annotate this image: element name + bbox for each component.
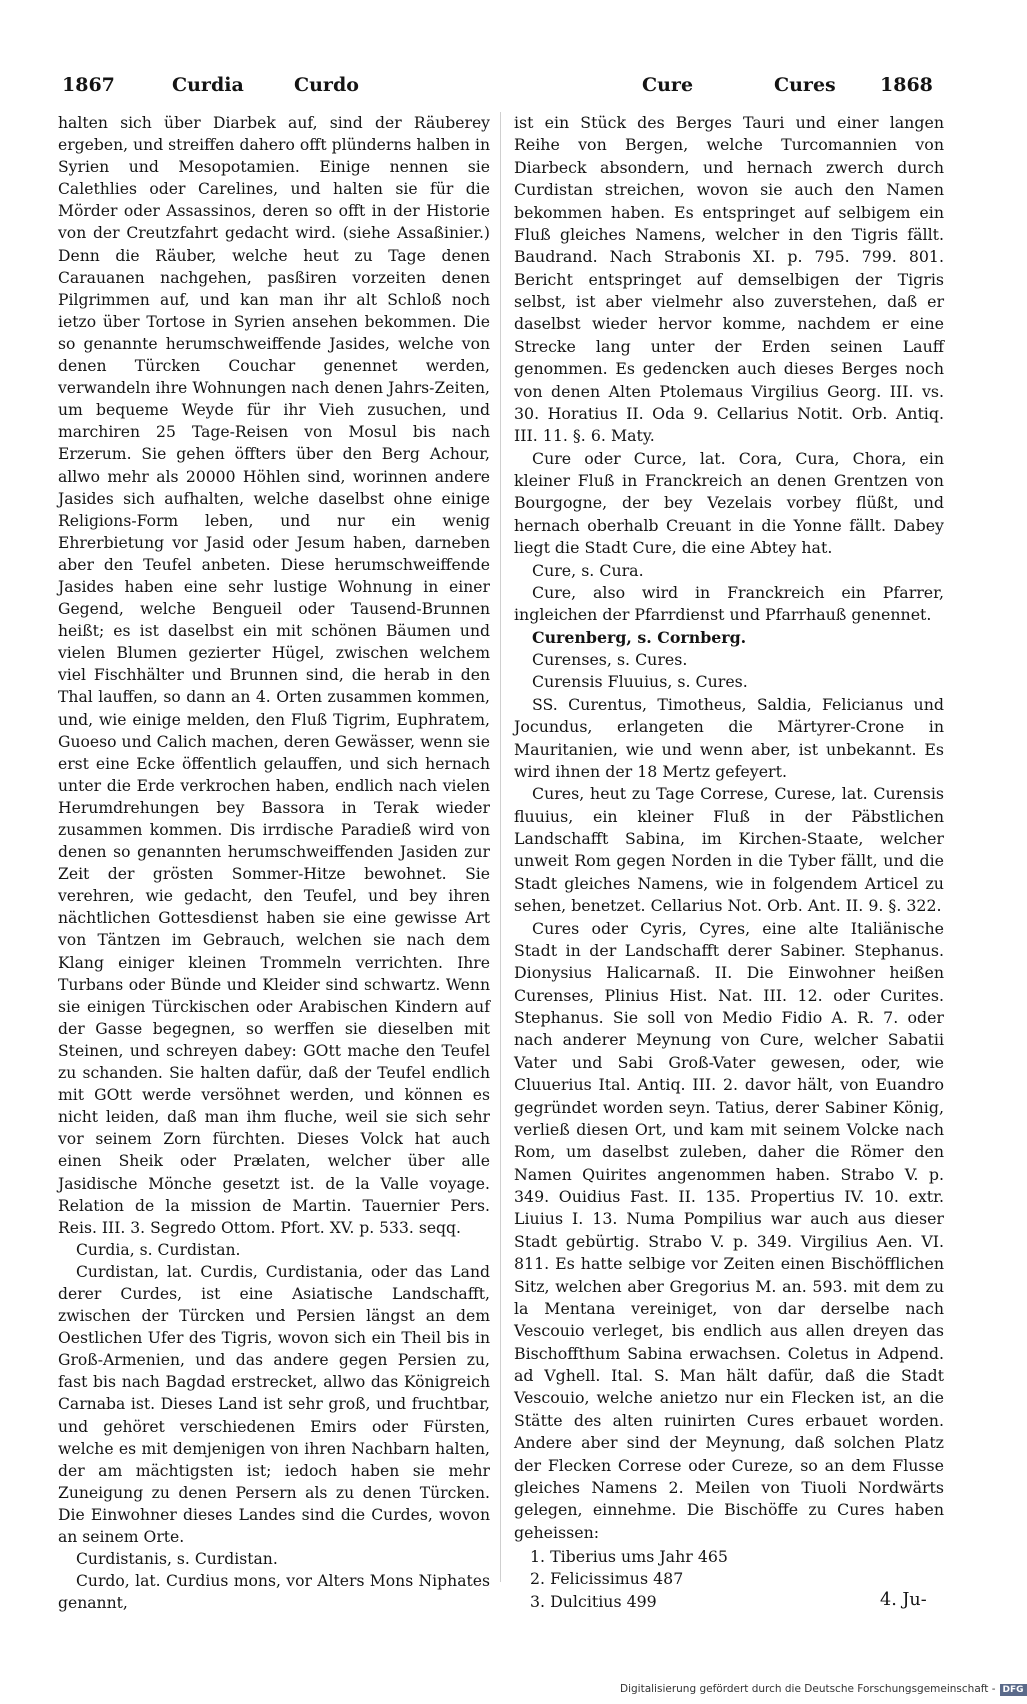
- left-column: [58, 112, 490, 1614]
- catchword: 4. Ju-: [880, 1590, 927, 1610]
- header-keyword-3: Cure: [642, 74, 694, 96]
- entry-text: Curdo, lat. Curdius mons, vor Alters Mons Niphates genannt,: [58, 1572, 490, 1613]
- dfg-logo: DFG: [1000, 1684, 1027, 1696]
- entry-text: Curdistanis, s. Curdistan.: [76, 1550, 278, 1569]
- entry-text: Cure, also wird in Franckreich ein Pfarrer, ingleichen der Pfarrdienst und Pfarrhauß genennet.: [514, 582, 944, 625]
- right-column: [514, 112, 944, 1613]
- entry-text: Cures oder Cyris, Cyres, eine alte Italiänische Stadt in der Landschafft derer Sabiner. Stephanus. Dionysius Halicarnaß. II. Die Einwohner heißen Curenses, Plinius Hist. Nat. III. 12. oder Curites. Stephanus. Sie soll von Medio Fidio A. R. 7. oder nach anderer Meynung von Cure, welcher Sabatii Vater und Sabi Groß-Vater gewesen, oder, wie Cluuerius Ital. Antiq. III. 2. davor hält, von Euandro gegründet worden seyn. Tatius, derer Sabiner König, verließ diesen Ort, und kam mit seinem Volcke nach Rom, um daselbst zuleben, daher die Römer den Namen Quirites angenommen haben. Strabo V. p. 349. Ouidius Fast. II. 135. Propertius IV. 10. extr. Liuius I. 13. Numa Pompilius war auch aus dieser Stadt gebürtig. Strabo V. p. 349. Virgilius Aen. VI. 811. Es hatte selbige vor Zeiten einen Bischöfflichen Sitz, welchen aber Gregorius M. an. 593. mit dem zu la Mentana vereiniget, von dar derselbe nach Vescouio verleget, bis endlich aus allen dreyen das Bischoffthum Sabina erwachsen. Coletus in Adpend. ad Vghell. Ital. S. Man hält dafür, daß die Stadt Vescouio, welche anietzo nur ein Flecken ist, an die Stätte des alten ruinirten Cures erbauet worden. Andere aber sind der Meynung, daß solchen Platz der Flecken Correse oder Cureze, so an dem Flusse gleiches Namens 2. Meilen von Tiuoli Nordwärts gelegen, einnehme. Die Bischöffe zu Cures haben geheissen:: [514, 918, 944, 1542]
- list-item: 1. Tiberius ums Jahr 465: [530, 1547, 728, 1566]
- entry-text: ist ein Stück des Berges Tauri und einer langen Reihe von Bergen, welche Turcomannien von Diarbeck absondern, und hernach zwerch durch Curdistan streichen, wovon sie auch den Namen bekommen haben. Es entspringet auf selbigem ein Fluß gleiches Namens, welcher in den Tigris fällt. Baudrand. Nach Strabonis XI. p. 795. 799. 801. Bericht entspringet auf demselbigen der Tigris selbst, ist aber vielmehr also zuverstehen, daß er daselbst wieder hervor komme, nachdem er eine Strecke lang unter der Erden seinen Lauff genommen. Es gedencken auch dieses Berges noch von denen Alten Ptolemaus Virgilius Georg. III. vs. 30. Horatius II. Oda 9. Cellarius Notit. Orb. Antiq. III. 11. §. 6. Maty.: [514, 113, 944, 446]
- entry-text: Curenberg, s. Cornberg.: [532, 627, 747, 647]
- entry-text: Curensis Fluuius, s. Cures.: [532, 672, 748, 692]
- entry-text: Curdistan, lat. Curdis, Curdistania, oder das Land derer Curdes, ist eine Asiatische Landschafft, zwischen der Türcken und Persien längst an dem Oestlichen Ufer des Tigris, wovon sich ein Theil bis in Groß-Armenien, und das andere gegen Persien zu, fast bis nach Bagdad erstrecket, allwo das Königreich Carnaba ist. Dieses Land ist sehr groß, und fruchtbar, und gehöret verschiedenen Emirs oder Fürsten, welche es mit demjenigen von ihren Nachbarn halten, der am mächtigsten ist; iedoch haben sie mehr Zuneigung zu denen Persern als zu denen Türcken. Die Einwohner dieses Landes sind die Curdes, wovon an seinem Orte.: [58, 1262, 490, 1546]
- header-keyword-1: Curdia: [172, 74, 244, 96]
- footer-text: Digitalisierung gefördert durch die Deutsche Forschungsgemeinschaft -: [620, 1683, 996, 1695]
- entry-text: SS. Curentus, Timotheus, Saldia, Felicianus und Jocundus, erlangeten die Märtyrer-Crone in Mauritanien, wie und wenn aber, ist unbekannt. Es wird ihnen der 18 Mertz gefeyert.: [514, 694, 944, 781]
- digitization-footer: [620, 1683, 1024, 1699]
- column-divider: [500, 112, 501, 1582]
- running-header: [62, 74, 942, 100]
- entry-text: halten sich über Diarbek auf, sind der Räuberey ergeben, und streiffen dahero offt plünderns halben in Syrien und Mesopotamien. Einige nennen sie Calethlies oder Carelines, und halten sie für die Mörder oder Assassinos, deren so offt in der Historie von der Creutzfahrt gedacht wird. (siehe Assaßinier.) Denn die Räuber, welche heut zu Tage denen Carauanen nachgehen, pasßiren vorzeiten denen Pilgrimmen auf, und kan man ihr alt Schloß noch ietzo über Tortose in Syrien ansehen bekommen. Die so genannte herumschweiffende Jasides, welche von denen Türcken Couchar genennet werden, verwandeln ihre Wohnungen nach denen Jahrs-Zeiten, um bequeme Weyde für ihr Vieh zusuchen, und marchiren 25 Tage-Reisen von Mosul bis nach Erzerum. Sie gehen öffters über den Berg Achour, allwo mehr als 20000 Höhlen sind, worinnen andere Jasides sich aufhalten, welche daselbst ohne einige Religions-Form leben, und nur ein wenig Ehrerbietung vor Jasid oder Jesum haben, darneben aber den Teufel anbeten. Diese herumschweiffende Jasides haben eine sehr lustige Wohnung in einer Gegend, welche Bengueil oder Tausend-Brunnen heißt; es ist daselbst ein mit schönen Bäumen und vielen Blumen gezierter Hügel, zwischen welchem viel Fischhälter und Brunnen sind, die herab in den Thal lauffen, so dann an 4. Orten zusammen kommen, und, wie einige melden, den Fluß Tigrim, Euphratem, Guoeso und Calich machen, deren Gewässer, wenn sie erst eine Ecke öffentlich gelauffen, und sich hernach unter die Erde verkrochen haben, endlich nach vielen Herumdrehungen bey Bassora in Terak wieder zusammen kommen. Dis irrdische Paradieß wird von denen so genannten herumschweiffenden Jasiden zur Zeit der grösten Sommer-Hitze bewohnet. Sie verehren, wie gedacht, den Teufel, und bey ihren nächtlichen Gottesdienst haben sie eine gewisse Art von Täntzen im Gebrauch, welchen sie nach dem Klang einiger kleinen Trommeln verrichten. Ihre Turbans oder Bünde und Kleider sind schwartz. Wenn sie einigen Türckischen oder Arabischen Kindern auf der Gasse begegnen, so werffen sie dieselben mit Steinen, und schreyen dabey: GOtt mache den Teufel zu schanden. Sie halten dafür, daß der Teufel endlich mit GOtt werde versöhnet werden, und können es nicht leiden, daß man ihm fluche, weil sie sich sehr vor seinem Zorn fürchten. Dieses Volck hat auch einen Sheik oder Prælaten, welcher über alle Jasidische Mönche gesetzt ist. de la Valle voyage. Relation de la mission de Martin. Tauernier Pers. Reis. III. 3. Segredo Ottom. Pfort. XV. p. 533. seqq.: [58, 114, 490, 1237]
- entry-text: Curdia, s. Curdistan.: [76, 1240, 241, 1259]
- entry-text: Cure, s. Cura.: [532, 560, 644, 580]
- header-keyword-4: Cures: [774, 74, 836, 96]
- list-item: 3. Dulcitius 499: [530, 1591, 657, 1611]
- entry-text: Cures, heut zu Tage Correse, Curese, lat. Curensis fluuius, ein kleiner Fluß in der Päbstlichen Landschafft Sabina, im Kirchen-Staate, welcher unweit Rom gegen Norden in die Tyber fällt, und die Stadt gleiches Namens, wie in folgendem Articel zu sehen, benetzet. Cellarius Not. Orb. Ant. II. 9. §. 322.: [514, 784, 944, 916]
- list-item: 2. Felicissimus 487: [530, 1569, 684, 1589]
- page-number-left: 1867: [62, 74, 115, 96]
- entry-text: Cure oder Curce, lat. Cora, Cura, Chora, ein kleiner Fluß in Franckreich an denen Grentzen von Bourgogne, der bey Vezelais vorbey flüßt, und hernach oberhalb Creuant in die Yonne fällt. Dabey liegt die Stadt Cure, die eine Abtey hat.: [514, 448, 944, 558]
- entry-text: Curenses, s. Cures.: [532, 650, 688, 669]
- page-number-right: 1868: [880, 74, 933, 96]
- header-keyword-2: Curdo: [294, 74, 359, 96]
